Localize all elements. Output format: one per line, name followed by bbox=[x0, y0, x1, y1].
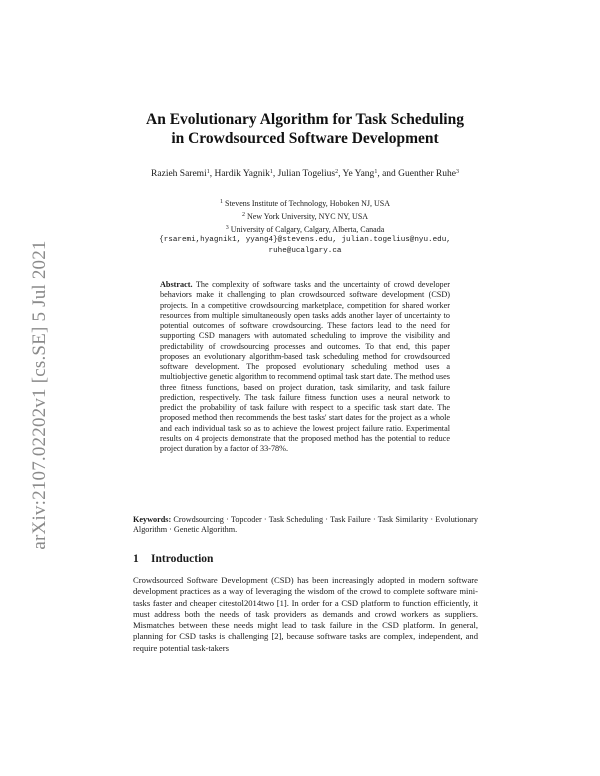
paper-title bbox=[120, 110, 490, 148]
author-separator: , bbox=[209, 169, 215, 179]
section-heading bbox=[133, 553, 478, 565]
author-affiliation-mark: 1 bbox=[206, 169, 210, 175]
keywords-text: Crowdsourcing · Topcoder · Task Scheduling · Task Failure · Task Similarity · Evolutionary Algorithm · Genetic Algorithm. bbox=[133, 515, 479, 535]
affiliation-text: New York University, NYC NY, USA bbox=[246, 211, 369, 221]
author-affiliation-mark: 1 bbox=[269, 169, 273, 175]
author-affiliation-mark: 3 bbox=[455, 169, 459, 175]
author-separator: , bbox=[338, 169, 343, 179]
author-name: Razieh Saremi bbox=[151, 169, 207, 179]
intro-paragraph: Crowdsourced Software Development (CSD) has been increasingly adopted in modern software development practices as a way of leveraging the wisdom of the crowd to complete software mini-tasks faster and cheaper citestol2014two [1]. In order for a CSD platform to function efficiently, it must address both the needs of task providers as demands and crowd workers as suppliers. Mismatches between these needs might lead to task failure in the CSD platform. In general, planning for CSD tasks is challenging [2], because software tasks are complex, independent, and require potential task-takers bbox=[133, 575, 478, 653]
author-conjunction: , and bbox=[377, 169, 399, 179]
author-name: Guenther Ruhe bbox=[398, 169, 456, 179]
title-line-1: An Evolutionary Algorithm for Task Scheduling bbox=[146, 111, 464, 128]
section-number: 1 bbox=[133, 553, 139, 565]
author-name: Hardik Yagnik bbox=[214, 169, 270, 179]
affiliation-item bbox=[120, 197, 490, 210]
keywords bbox=[133, 515, 478, 536]
abstract bbox=[160, 280, 450, 454]
author-name: Ye Yang bbox=[342, 169, 375, 179]
affiliation-mark: 1 bbox=[220, 199, 223, 205]
abstract-label: Abstract. bbox=[160, 280, 193, 289]
abstract-text: The complexity of software tasks and the uncertainty of crowd developer behaviors make it challenging to plan crowdsourced software development (CSD) projects. In a competitive crowdsourcing marketplace, competition for shared worker resources from multiple simultaneously open tasks adds another layer of uncertainty to potential outcomes of software crowdsourcing. These factors lead to the need for supporting CSD managers with automated scheduling to improve the visibility and predictability of crowdsourcing processes and outcomes. To that end, this paper proposes an evolutionary algorithm-based task scheduling method for crowdsourced software development. The proposed evolutionary scheduling method uses a multiobjective genetic algorithm to recommend optimal task start date. The method uses three fitness functions, based on project duration, task similarity, and task failure prediction, respectively. The task failure fitness function uses a neural network to predict the probability of task failure with respect to a specific task start date. The proposed method then recommends the best tasks' start dates for the project as a whole and each individual task so as to achieve the lowest project failure ratio. Experimental results on 4 projects demonstrate that the proposed method has the potential to reduce project duration by a factor of 33-78%. bbox=[160, 280, 450, 453]
arxiv-stamp bbox=[26, 230, 54, 560]
affiliation-item bbox=[120, 223, 490, 236]
affiliation-text: Stevens Institute of Technology, Hoboken NJ, USA bbox=[225, 199, 390, 208]
affiliation-mark: 3 bbox=[225, 224, 229, 231]
affiliation-text: University of Calgary, Calgary, Alberta, Canada bbox=[230, 224, 385, 234]
author-name: Julian Togelius bbox=[277, 169, 336, 179]
affiliations bbox=[120, 197, 490, 257]
keywords-label: Keywords: bbox=[133, 515, 172, 524]
affiliation-mark: 2 bbox=[241, 211, 245, 218]
author-list bbox=[120, 166, 490, 180]
email-line: ruhe@ucalgary.ca bbox=[268, 247, 342, 256]
author-separator: , bbox=[272, 169, 278, 179]
email-line: {rsaremi,hyagnik1, yyang4}@stevens.edu, julian.togelius@nyu.edu, bbox=[159, 236, 451, 245]
arxiv-identifier: arXiv:2107.02202v1 [cs.SE] 5 Jul 2021 bbox=[29, 240, 50, 550]
affiliation-item bbox=[120, 210, 490, 223]
section-title: Introduction bbox=[151, 553, 214, 565]
author-affiliation-mark: 2 bbox=[335, 169, 339, 175]
author-affiliation-mark: 1 bbox=[374, 169, 378, 175]
title-line-2: in Crowdsourced Software Development bbox=[171, 130, 439, 147]
